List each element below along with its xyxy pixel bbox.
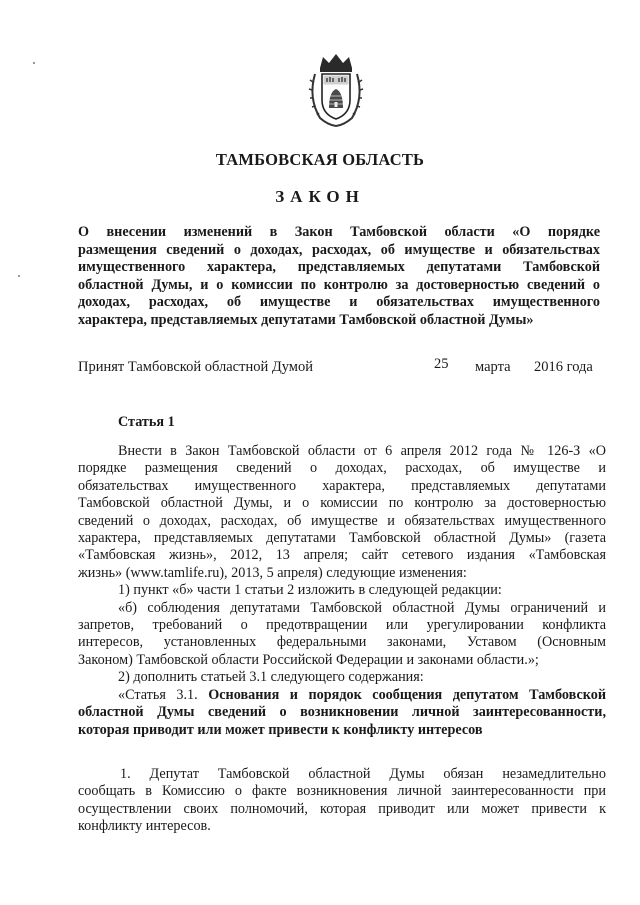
article-text-line: Тамбовской областной Думы, и о комиссии по контролю за достоверностью [78, 495, 606, 512]
article-text-line: сведений о доходах, расходах, об имуществе и обязательствах имущественного [78, 512, 606, 529]
law-title-line: характера, представляемых депутатами Тамбовской областной Думы» [78, 311, 534, 328]
clause-1-text-line: осуществлении своих полномочий, которая приводит или может привести к [78, 800, 606, 817]
new-article-title-line: областной Думы сведений о возникновении личной заинтересованности, [78, 704, 606, 721]
law-title-line: О внесении изменений в Закон Тамбовской области «О порядке [78, 224, 600, 240]
new-article-title: Основания и порядок сообщения депутатом Тамбовской [208, 686, 607, 703]
law-title-line: доходах, расходах, об имуществе и обязательствах имущественного [78, 294, 600, 311]
law-title-line: размещения сведений о доходах, расходах, об имуществе и обязательствах [78, 241, 600, 258]
clause-1-text-line: 1. Депутат Тамбовской областной Думы обязан незамедлительно [120, 766, 606, 782]
adoption-year: 2016 года [534, 359, 593, 375]
article-heading: Статья 1 [118, 414, 175, 430]
article-body [78, 443, 606, 739]
article-text-line: Внести в Закон Тамбовской области от 6 апреля 2012 года № 126-З «О [118, 443, 606, 459]
item-1-text-line: запретов, требований о предотвращении или урегулировании конфликта [78, 617, 606, 634]
scan-speck [18, 275, 20, 277]
article-text-line: «Тамбовская жизнь», 2012, 13 апреля; сайт сетевого издания «Тамбовская [78, 547, 606, 564]
coat-of-arms-icon [306, 52, 366, 128]
article-text-line: жизнь» (www.tamlife.ru), 2013, 5 апреля) следующие изменения: [78, 564, 467, 581]
item-2: 2) дополнить статьей 3.1 следующего содержания: [118, 669, 424, 686]
clause-1-text-line: сообщать в Комиссию о факте возникновения личной заинтересованности при [78, 783, 606, 800]
item-1-text-line: Законом) Тамбовской области Российской Федерации и законами области.»; [78, 651, 539, 668]
article-text-line: порядке размещения сведений о доходах, расходах, об имуществе и [78, 460, 606, 477]
law-title [78, 224, 600, 330]
document-type: ЗАКОН [275, 187, 365, 206]
adoption-month: марта [475, 359, 511, 375]
scan-speck [33, 62, 35, 64]
new-article-title-line: которая приводит или может привести к конфликту интересов [78, 721, 483, 738]
article-text-line: характера, представляемых депутатами Тамбовской областной Думы» (газета [78, 530, 606, 547]
clause-1-text-line: конфликту интересов. [78, 818, 211, 835]
adoption-label: Принят Тамбовской областной Думой [78, 359, 313, 375]
item-1-text-line: интересов, установленных федеральными законами, Уставом (Основным [78, 634, 606, 651]
item-1: 1) пункт «б» части 1 статьи 2 изложить в следующей редакции: [118, 582, 502, 599]
new-article-heading-line [78, 687, 606, 704]
region-name: ТАМБОВСКАЯ ОБЛАСТЬ [215, 150, 425, 169]
item-1-text-line: «б) соблюдения депутатами Тамбовской областной Думы ограничений и [118, 599, 606, 616]
adoption-day: 25 [434, 356, 449, 372]
article-text-line: обязательствах имущественного характера, представляемых депутатами [78, 477, 606, 494]
new-article-prefix: «Статья 3.1. [118, 686, 198, 703]
law-title-line: имущественного характера, представляемых депутатами Тамбовской [78, 259, 600, 276]
clause-1 [78, 766, 606, 836]
law-title-line: областной Думы, и о комиссии по контролю за достоверностью сведений о [78, 276, 600, 293]
